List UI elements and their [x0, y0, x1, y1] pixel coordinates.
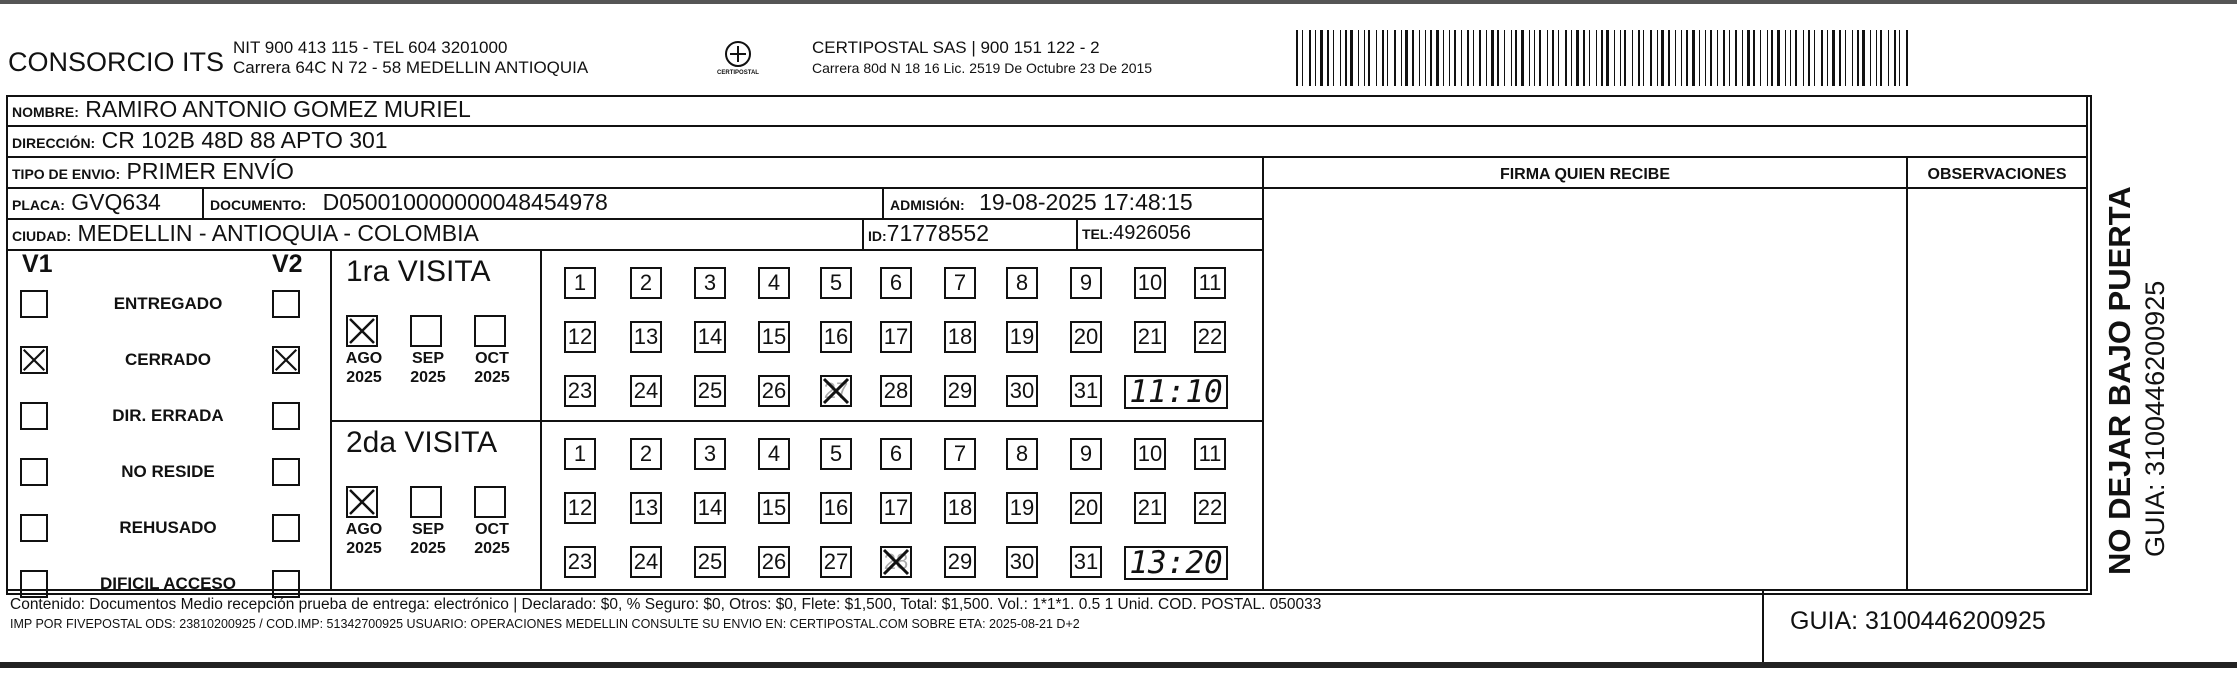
barcode-bar: [1760, 30, 1761, 86]
ciudad-value: MEDELLIN - ANTIOQUIA - COLOMBIA: [77, 220, 479, 246]
day-box[interactable]: 15: [758, 492, 790, 524]
barcode-bar: [1821, 30, 1823, 86]
barcode-bar: [1345, 30, 1347, 86]
barcode-bar: [1717, 30, 1718, 86]
barcode-bar: [1296, 30, 1298, 86]
barcode-bar: [1803, 30, 1804, 86]
day-box[interactable]: 8: [1006, 267, 1038, 299]
barcode-bar: [1876, 30, 1877, 86]
tel-value: 4926056: [1113, 222, 1191, 244]
barcode-bar: [1888, 30, 1889, 86]
footer-guia: GUIA: 3100446200925: [1790, 607, 2046, 635]
barcode-bar: [1710, 30, 1712, 86]
status-label: CERRADO: [125, 350, 211, 369]
placa-value: GVQ634: [71, 189, 161, 215]
month-label: [400, 520, 456, 558]
barcode-bar: [1832, 30, 1835, 86]
day-box[interactable]: 22: [1194, 492, 1226, 524]
direccion-label: DIRECCIÓN:: [12, 135, 96, 151]
day-box[interactable]: 28: [880, 375, 912, 407]
day-box[interactable]: 6: [880, 438, 912, 470]
barcode-bar: [1643, 30, 1644, 86]
side-guia: GUIA: 3100446200925: [2140, 280, 2170, 557]
ciudad-label: CIUDAD:: [12, 228, 72, 244]
barcode-bar: [1364, 30, 1365, 86]
logo-caption: CERTIPOSTAL: [717, 70, 759, 76]
visit-title: 1ra VISITA: [346, 255, 491, 288]
barcode-bar: [1401, 30, 1402, 86]
barcode-bar: [1382, 30, 1384, 86]
day-box[interactable]: 5: [820, 438, 852, 470]
status-v1-checkbox[interactable]: [20, 346, 48, 374]
side-notice: [2102, 186, 2171, 575]
barcode-bar: [1650, 30, 1652, 86]
day-box[interactable]: 1: [564, 438, 596, 470]
barcode-bar: [1692, 30, 1695, 86]
month-name: SEP: [411, 521, 444, 538]
barcode-bar: [1681, 30, 1682, 86]
barcode-bar: [1565, 30, 1567, 86]
day-box[interactable]: 7: [944, 267, 976, 299]
barcode-bar: [1405, 30, 1408, 86]
barcode-bar: [1387, 30, 1388, 86]
barcode-bar: [1699, 30, 1700, 86]
barcode-bar: [1547, 30, 1548, 86]
tipo-envio-label: TIPO DE ENVIO:: [12, 166, 121, 182]
top-rule: [0, 0, 2237, 4]
barcode-bar: [1497, 30, 1499, 86]
day-box[interactable]: 31: [1070, 375, 1102, 407]
v1-header: V1: [22, 250, 53, 278]
visit-time[interactable]: 11:10: [1124, 375, 1228, 409]
barcode-bar: [1309, 30, 1311, 86]
nombre-label: NOMBRE:: [12, 104, 79, 120]
direccion-row: [12, 127, 388, 154]
month-year: 2025: [474, 369, 510, 386]
bottom-rule: [0, 662, 2237, 668]
barcode-bar: [1436, 30, 1439, 86]
barcode-bar: [1668, 30, 1670, 86]
rule-2: [6, 156, 2086, 158]
vrule-status: [330, 249, 332, 589]
side-no-dejar: NO DEJAR BAJO PUERTA: [2102, 186, 2137, 575]
status-v2-checkbox[interactable]: [272, 570, 300, 598]
day-box[interactable]: 19: [1006, 492, 1038, 524]
barcode-bar: [1601, 30, 1603, 86]
rule-visit-split: [330, 420, 1264, 422]
barcode: [1296, 30, 1912, 86]
barcode-bar: [1906, 30, 1908, 86]
day-box[interactable]: 31: [1070, 546, 1102, 578]
barcode-bar: [1767, 30, 1768, 86]
visit-time[interactable]: 13:20: [1124, 546, 1228, 580]
barcode-bar: [1425, 30, 1426, 86]
barcode-bar: [1814, 30, 1815, 86]
status-v2-checkbox[interactable]: [272, 402, 300, 430]
day-box[interactable]: 17: [880, 492, 912, 524]
barcode-bar: [1576, 30, 1579, 86]
month-year: 2025: [410, 540, 446, 557]
barcode-bar: [1454, 30, 1456, 86]
day-box[interactable]: 3: [694, 267, 726, 299]
day-box[interactable]: 20: [1070, 492, 1102, 524]
status-v1-checkbox[interactable]: [20, 570, 48, 598]
day-box[interactable]: 13: [630, 321, 662, 353]
day-box[interactable]: 30: [1006, 546, 1038, 578]
barcode-bar: [1504, 30, 1505, 86]
day-box[interactable]: 24: [630, 375, 662, 407]
day-box[interactable]: 27: [820, 375, 852, 407]
tipo-envio-row: [12, 158, 294, 185]
documento-value: D050010000000048454978: [322, 189, 608, 215]
month-label: [336, 520, 392, 558]
month-checkbox[interactable]: [346, 486, 378, 518]
barcode-bar: [1839, 30, 1841, 86]
day-box[interactable]: 16: [820, 492, 852, 524]
barcode-bar: [1771, 30, 1773, 86]
day-box[interactable]: 26: [758, 546, 790, 578]
barcode-bar: [1534, 30, 1535, 86]
status-v1-checkbox[interactable]: [20, 290, 48, 318]
month-name: OCT: [475, 521, 509, 538]
day-box[interactable]: 29: [944, 546, 976, 578]
day-box[interactable]: 2: [630, 267, 662, 299]
placa-cell: [12, 189, 161, 216]
status-v1-checkbox[interactable]: [20, 458, 48, 486]
day-box[interactable]: 18: [944, 492, 976, 524]
day-box[interactable]: 27: [820, 546, 852, 578]
month-label: [464, 349, 520, 387]
observaciones-header: OBSERVACIONES: [1927, 166, 2067, 183]
day-box[interactable]: 5: [820, 267, 852, 299]
barcode-bar: [1785, 30, 1786, 86]
status-label: DIFICIL ACCESO: [99, 574, 236, 593]
admision-label: ADMISIÓN:: [890, 197, 965, 213]
month-year: 2025: [346, 540, 382, 557]
tipo-envio-value: PRIMER ENVÍO: [126, 158, 294, 184]
barcode-bar: [1340, 30, 1341, 86]
day-box[interactable]: 9: [1070, 267, 1102, 299]
direccion-value: CR 102B 48D 88 APTO 301: [101, 127, 388, 153]
day-box[interactable]: 7: [944, 438, 976, 470]
barcode-bar: [1753, 30, 1755, 86]
day-box[interactable]: 8: [1006, 438, 1038, 470]
barcode-bar: [1589, 30, 1590, 86]
barcode-bar: [1894, 30, 1896, 86]
barcode-bar: [1358, 30, 1359, 86]
vrule-admision: [882, 187, 884, 219]
barcode-bar: [1511, 30, 1512, 86]
nombre-row: [12, 96, 471, 123]
day-box[interactable]: 21: [1134, 321, 1166, 353]
barcode-bar: [1350, 30, 1353, 86]
admision-value: 19-08-2025 17:48:15: [979, 189, 1193, 215]
month-name: SEP: [411, 350, 444, 367]
day-box[interactable]: 22: [1194, 321, 1226, 353]
barcode-bar: [1376, 30, 1377, 86]
month-label: [400, 349, 456, 387]
status-label: REHUSADO: [119, 518, 217, 537]
documento-label: DOCUMENTO:: [210, 197, 307, 213]
barcode-bar: [1521, 30, 1524, 86]
barcode-bar: [1449, 30, 1450, 86]
day-box[interactable]: 23: [564, 375, 596, 407]
barcode-bar: [1827, 30, 1828, 86]
day-box[interactable]: 10: [1134, 267, 1166, 299]
month-name: AGO: [345, 521, 383, 538]
ciudad-cell: [12, 220, 479, 247]
barcode-bar: [1486, 30, 1487, 86]
barcode-bar: [1558, 30, 1559, 86]
day-box[interactable]: 26: [758, 375, 790, 407]
barcode-bar: [1583, 30, 1585, 86]
barcode-bar: [1899, 30, 1900, 86]
barcode-bar: [1638, 30, 1640, 86]
barcode-bar: [1747, 30, 1750, 86]
vrule-right: [2086, 95, 2088, 591]
barcode-bar: [1870, 30, 1871, 86]
barcode-bar: [1467, 30, 1469, 86]
day-box[interactable]: 1: [564, 267, 596, 299]
barcode-bar: [1735, 30, 1737, 86]
day-box[interactable]: 13: [630, 492, 662, 524]
barcode-bar: [1845, 30, 1846, 86]
barcode-bar: [1606, 30, 1609, 86]
month-year: 2025: [346, 369, 382, 386]
barcode-bar: [1596, 30, 1597, 86]
barcode-bar: [1394, 30, 1396, 86]
barcode-bar: [1686, 30, 1688, 86]
vrule-foot-guia: [1762, 589, 1764, 665]
placa-label: PLACA:: [12, 197, 65, 213]
id-value: 71778552: [886, 220, 990, 246]
day-box[interactable]: 21: [1134, 492, 1166, 524]
rule-footer: [6, 589, 2086, 591]
barcode-bar: [1529, 30, 1530, 86]
footer-print-line: IMP POR FIVEPOSTAL ODS: 23810200925 / COD.IMP: 51342700925 USUARIO: OPERACIONES MEDELLIN CONSULTE SU ENVIO EN: CERTIPOSTAL.COM SOBRE ETA: 2025-08-21 D+2: [10, 617, 1080, 631]
company-name: CONSORCIO ITS: [8, 47, 225, 77]
barcode-bar: [1852, 30, 1853, 86]
barcode-bar: [1515, 30, 1517, 86]
company-address: Carrera 64C N 72 - 58 MEDELLIN ANTIOQUIA: [233, 58, 589, 77]
month-checkbox[interactable]: [410, 486, 442, 518]
barcode-bar: [1333, 30, 1334, 86]
day-box[interactable]: 29: [944, 375, 976, 407]
barcode-bar: [1624, 30, 1626, 86]
status-label: ENTREGADO: [113, 294, 223, 313]
nombre-value: RAMIRO ANTONIO GOMEZ MURIEL: [85, 96, 471, 122]
month-checkbox[interactable]: [474, 486, 506, 518]
barcode-bar: [1479, 30, 1481, 86]
day-box[interactable]: 28: [880, 546, 912, 578]
day-box[interactable]: 25: [694, 375, 726, 407]
day-box[interactable]: 23: [564, 546, 596, 578]
observaciones-area[interactable]: [1908, 189, 2086, 587]
barcode-bar: [1327, 30, 1329, 86]
footer-content-line: Contenido: Documentos Medio recepción prueba de entrega: electrónico | Declarado: $0, % Seguro: $0, Otros: $0, Flete: $1,500, Total: $1,500. Vol.: 1*1*1. 0.5 1 Unid. COD. POSTAL. 050033: [10, 596, 1322, 613]
month-checkbox[interactable]: [346, 315, 378, 347]
day-box[interactable]: 11: [1194, 438, 1226, 470]
barcode-bar: [1412, 30, 1414, 86]
day-box[interactable]: 2: [630, 438, 662, 470]
barcode-bar: [1461, 30, 1462, 86]
day-box[interactable]: 15: [758, 321, 790, 353]
tel-label: TEL:: [1082, 226, 1114, 242]
vrule-tel: [1076, 218, 1078, 250]
barcode-bar: [1795, 30, 1797, 86]
carrier-nit: CERTIPOSTAL SAS | 900 151 122 - 2: [812, 38, 1100, 57]
status-v2-checkbox[interactable]: [272, 346, 300, 374]
documento-cell: [210, 189, 608, 216]
company-info: [233, 38, 588, 78]
carrier-info: [812, 38, 1152, 78]
month-year: 2025: [474, 540, 510, 557]
status-v1-checkbox[interactable]: [20, 514, 48, 542]
day-box[interactable]: 14: [694, 321, 726, 353]
barcode-bar: [1614, 30, 1615, 86]
day-box[interactable]: 3: [694, 438, 726, 470]
barcode-bar: [1491, 30, 1494, 86]
firma-header: FIRMA QUIEN RECIBE: [1499, 166, 1671, 183]
day-box[interactable]: 6: [880, 267, 912, 299]
month-name: AGO: [345, 350, 383, 367]
month-year: 2025: [410, 369, 446, 386]
month-name: OCT: [475, 350, 509, 367]
firma-area[interactable]: [1264, 189, 1906, 587]
barcode-bar: [1857, 30, 1859, 86]
v2-header: V2: [272, 250, 303, 278]
vrule-placa: [202, 187, 204, 219]
barcode-bar: [1880, 30, 1882, 86]
barcode-bar: [1620, 30, 1621, 86]
admision-cell: [890, 189, 1193, 216]
day-box[interactable]: 12: [564, 321, 596, 353]
barcode-bar: [1571, 30, 1572, 86]
barcode-bar: [1808, 30, 1810, 86]
tel-cell: [1082, 222, 1191, 245]
day-box[interactable]: 9: [1070, 438, 1102, 470]
month-label: [464, 520, 520, 558]
status-v2-checkbox[interactable]: [272, 458, 300, 486]
day-box[interactable]: 18: [944, 321, 976, 353]
barcode-bar: [1443, 30, 1444, 86]
day-box[interactable]: 4: [758, 438, 790, 470]
day-box[interactable]: 25: [694, 546, 726, 578]
barcode-bar: [1705, 30, 1706, 86]
day-box[interactable]: 11: [1194, 267, 1226, 299]
barcode-bar: [1552, 30, 1554, 86]
vrule-months: [540, 249, 542, 589]
barcode-bar: [1419, 30, 1420, 86]
day-box[interactable]: 19: [1006, 321, 1038, 353]
status-v1-checkbox[interactable]: [20, 402, 48, 430]
barcode-bar: [1723, 30, 1725, 86]
day-box[interactable]: 17: [880, 321, 912, 353]
month-label: [336, 349, 392, 387]
certipostal-logo: [708, 38, 768, 84]
day-box[interactable]: 30: [1006, 375, 1038, 407]
barcode-bar: [1320, 30, 1323, 86]
day-box[interactable]: 24: [630, 546, 662, 578]
barcode-bar: [1742, 30, 1743, 86]
barcode-bar: [1315, 30, 1316, 86]
day-box[interactable]: 4: [758, 267, 790, 299]
id-cell: [868, 220, 989, 247]
barcode-bar: [1473, 30, 1474, 86]
barcode-bar: [1632, 30, 1633, 86]
day-box[interactable]: 10: [1134, 438, 1166, 470]
barcode-bar: [1368, 30, 1370, 86]
barcode-bar: [1661, 30, 1664, 86]
barcode-bar: [1430, 30, 1432, 86]
barcode-bar: [1862, 30, 1865, 86]
barcode-bar: [1790, 30, 1791, 86]
barcode-bar: [1675, 30, 1676, 86]
vrule-id: [862, 218, 864, 250]
barcode-bar: [1777, 30, 1780, 86]
carrier-address: Carrera 80d N 18 16 Lic. 2519 De Octubre 23 De 2015: [812, 60, 1153, 76]
month-checkbox[interactable]: [474, 315, 506, 347]
barcode-bar: [1539, 30, 1541, 86]
barcode-bar: [1729, 30, 1730, 86]
status-v2-checkbox[interactable]: [272, 514, 300, 542]
day-box[interactable]: 14: [694, 492, 726, 524]
month-checkbox[interactable]: [410, 315, 442, 347]
barcode-bar: [1657, 30, 1658, 86]
status-label: DIR. ERRADA: [112, 406, 224, 425]
status-label: NO RESIDE: [121, 462, 215, 481]
day-box[interactable]: 20: [1070, 321, 1102, 353]
day-box[interactable]: 16: [820, 321, 852, 353]
status-v2-checkbox[interactable]: [272, 290, 300, 318]
barcode-bar: [1302, 30, 1303, 86]
company-nit: NIT 900 413 115 - TEL 604 3201000: [233, 38, 508, 57]
id-label: ID:: [868, 228, 887, 244]
day-box[interactable]: 12: [564, 492, 596, 524]
visit-title: 2da VISITA: [346, 426, 498, 459]
